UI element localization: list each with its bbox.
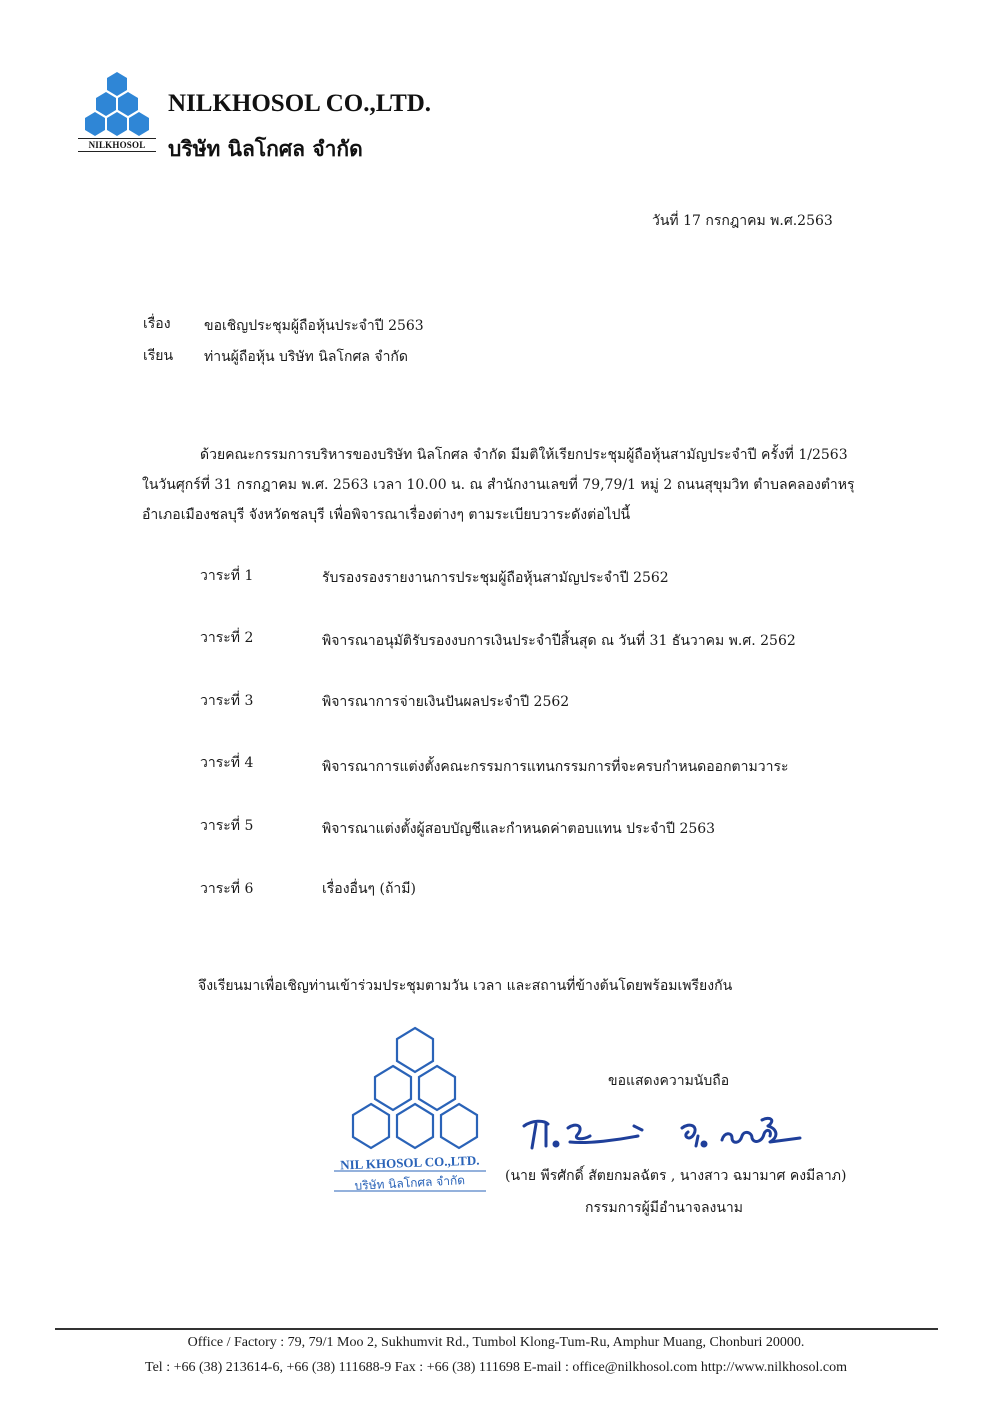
letter-date: วันที่ 17 กรกฎาคม พ.ศ.2563 (652, 213, 833, 229)
agenda-item-text: พิจารณาการแต่งตั้งคณะกรรมการแทนกรรมการที่จะครบกำหนดออกตามวาระ (322, 759, 789, 775)
signer-title: กรรมการผู้มีอำนาจลงนาม (585, 1200, 744, 1216)
agenda-item-label: วาระที่ 1 (200, 568, 254, 584)
body-line: อำเภอเมืองชลบุรี จังหวัดชลบุรี เพื่อพิจารณาเรื่องต่างๆ ตามระเบียบวาระดังต่อไปนี้ (142, 507, 631, 523)
agenda-item-text: พิจารณาการจ่ายเงินปันผลประจำปี 2562 (322, 694, 570, 710)
logo-caption: NILKHOSOL (78, 138, 156, 152)
recipient-label: เรียน (143, 348, 174, 364)
company-name-th: บริษัท นิลโกศล จำกัด (168, 137, 363, 161)
subject-label: เรื่อง (143, 316, 171, 332)
footer-divider (55, 1328, 938, 1330)
agenda-item-label: วาระที่ 6 (200, 881, 254, 897)
subject-text: ขอเชิญประชุมผู้ถือหุ้นประจำปี 2563 (204, 318, 424, 334)
agenda-item-text: พิจารณาอนุมัติรับรองงบการเงินประจำปีสิ้นสุด ณ วันที่ 31 ธันวาคม พ.ศ. 2562 (322, 633, 796, 649)
agenda-item-text: พิจารณาแต่งตั้งผู้สอบบัญชีและกำหนดค่าตอบแทน ประจำปี 2563 (322, 821, 716, 837)
svg-text:บริษัท นิลโกศล จำกัด: บริษัท นิลโกศล จำกัด (354, 1173, 466, 1193)
svg-text:NIL KHOSOL CO.,LTD.: NIL KHOSOL CO.,LTD. (339, 1152, 480, 1173)
agenda-item-text: เรื่องอื่นๆ (ถ้ามี) (322, 881, 416, 897)
agenda-item-label: วาระที่ 3 (200, 693, 254, 709)
signature-icon (518, 1114, 808, 1156)
agenda-item-label: วาระที่ 2 (200, 630, 254, 646)
closing-sentence: จึงเรียนมาเพื่อเชิญท่านเข้าร่วมประชุมตามวัน เวลา และสถานที่ข้างต้นโดยพร้อมเพรียงกัน (198, 978, 733, 994)
company-name-en: NILKHOSOL CO.,LTD. (168, 90, 432, 117)
body-paragraph (142, 440, 887, 530)
signer-names: (นาย พีรศักดิ์ สัตยกมลฉัตร , นางสาว ฉมามาศ คงมีลาภ) (505, 1168, 847, 1184)
agenda-item-label: วาระที่ 4 (200, 755, 254, 771)
footer-address: Office / Factory : 79, 79/1 Moo 2, Sukhumvit Rd., Tumbol Klong-Tum-Ru, Amphur Muang, Chonburi 20000. (187, 1335, 805, 1350)
recipient-text: ท่านผู้ถือหุ้น บริษัท นิลโกศล จำกัด (204, 349, 409, 365)
agenda-item-label: วาระที่ 5 (200, 818, 254, 834)
footer-contact: Tel : +66 (38) 213614-6, +66 (38) 111688-9 Fax : +66 (38) 111698 E-mail : office@nilkhosol.com http://www.nilkhosol.com (145, 1360, 847, 1375)
body-line: ด้วยคณะกรรมการบริหารของบริษัท นิลโกศล จำกัด มีมติให้เรียกประชุมผู้ถือหุ้นสามัญประจำปี ครั้งที่ 1/2563 (200, 447, 848, 463)
agenda-item-text: รับรองรองรายงานการประชุมผู้ถือหุ้นสามัญประจำปี 2562 (322, 570, 669, 586)
body-line: ในวันศุกร์ที่ 31 กรกฎาคม พ.ศ. 2563 เวลา 10.00 น. ณ สำนักงานเลขที่ 79,79/1 หมู่ 2 ถนนสุขุมวิท ตำบลคลองตำหรุ (142, 477, 855, 493)
company-stamp-icon (330, 1025, 490, 1200)
regards-text: ขอแสดงความนับถือ (608, 1073, 730, 1089)
